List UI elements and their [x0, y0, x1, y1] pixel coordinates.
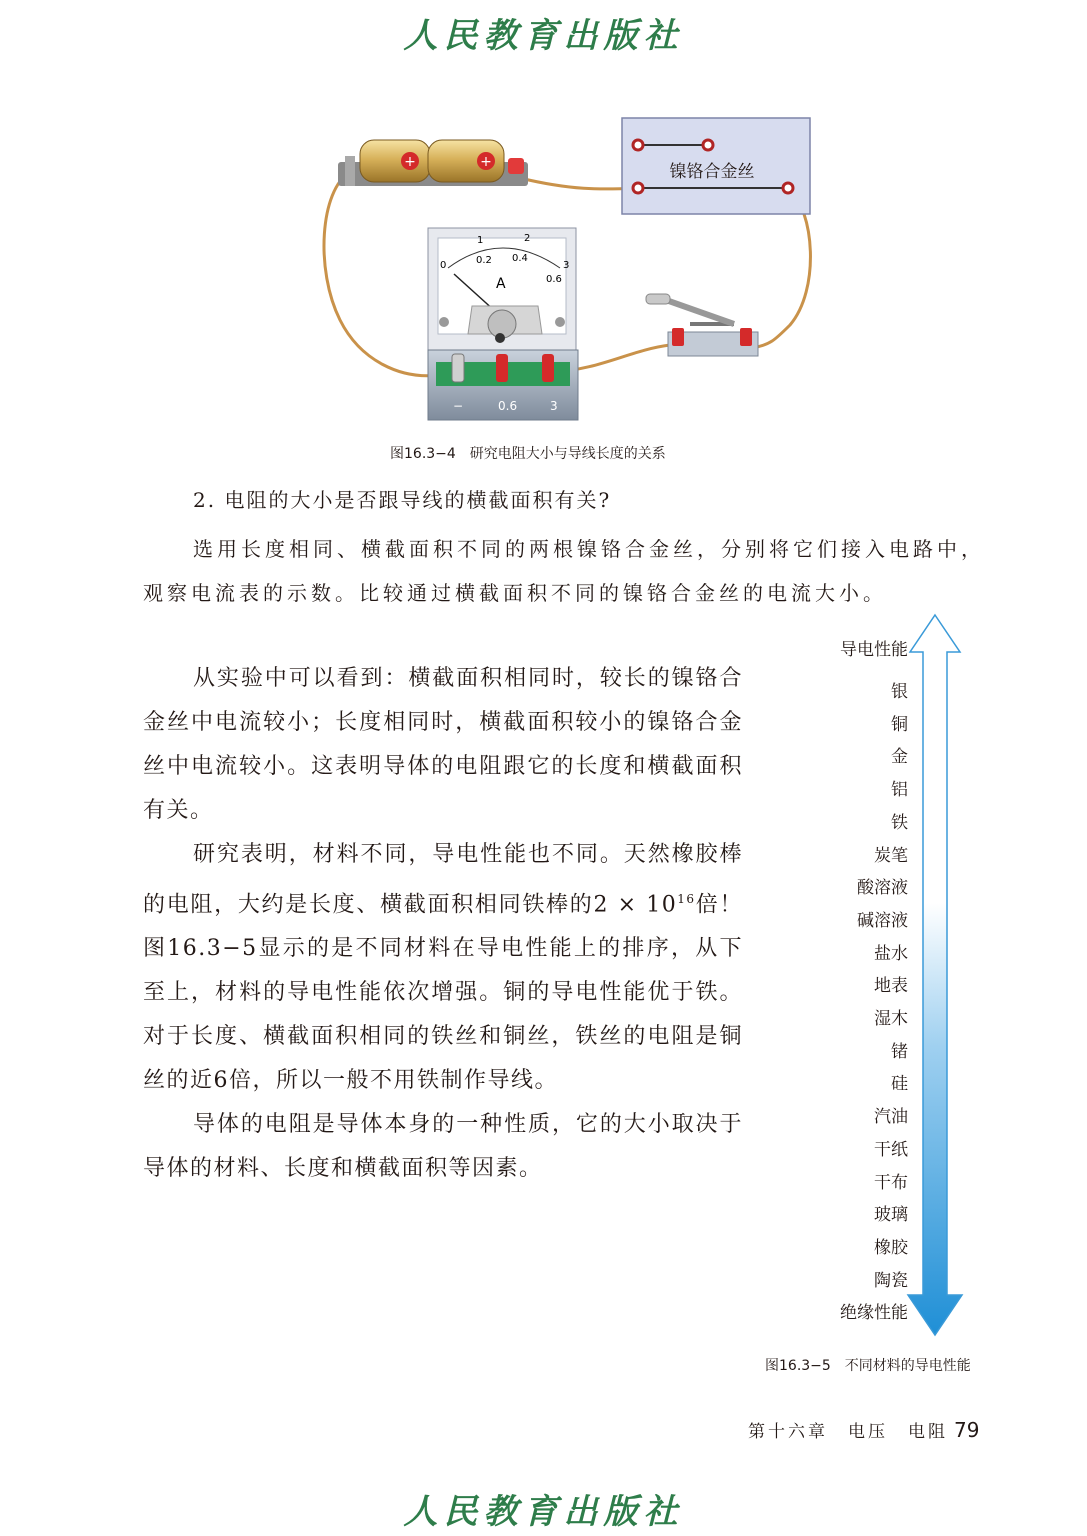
material-item: 银 — [891, 682, 908, 702]
circuit-diagram — [320, 110, 820, 430]
terminal-neg: − — [453, 399, 464, 413]
page-footer — [748, 1417, 979, 1442]
scale-3: 3 — [563, 260, 570, 271]
scale-0: 0 — [440, 260, 447, 271]
figure-16-3-5-caption: 图16.3−5 不同材料的导电性能 — [765, 1358, 971, 1374]
material-item: 酸溶液 — [857, 878, 908, 899]
publisher-watermark-bottom: 人民教育出版社 — [403, 1492, 684, 1532]
material-item: 硅 — [891, 1074, 908, 1095]
material-item: 铜 — [891, 714, 908, 735]
section-heading: 2. 电阻的大小是否跟导线的横截面积有关? — [193, 488, 612, 512]
material-item: 盐水 — [874, 943, 908, 964]
wire-box-label: 镍铬合金丝 — [669, 162, 755, 182]
material-item: 干布 — [874, 1172, 908, 1193]
conductor-label: 导电性能 — [840, 640, 908, 660]
scale-02: 0.2 — [476, 255, 492, 266]
material-item: 碱溶液 — [857, 910, 908, 931]
insulator-label: 绝缘性能 — [840, 1303, 908, 1323]
material-item: 湿木 — [874, 1009, 908, 1029]
terminal-3: 3 — [550, 399, 558, 413]
material-item: 橡胶 — [874, 1237, 908, 1258]
material-item: 金 — [891, 747, 908, 768]
scale-1: 1 — [477, 235, 484, 246]
page-number: 79 — [954, 1418, 980, 1442]
paragraph-2 — [143, 833, 743, 1103]
scale-06: 0.6 — [546, 274, 562, 285]
material-item: 陶瓷 — [874, 1270, 908, 1291]
intro-paragraph: 选用长度相同、横截面积不同的两根镍铬合金丝，分别将它们接入电路中，观察电流表的示数。比较通过横截面积不同的镍铬合金丝的电流大小。 — [143, 537, 985, 605]
material-item: 炭笔 — [874, 845, 908, 866]
exponent: 16 — [677, 892, 696, 906]
svg-text:+: + — [480, 154, 492, 170]
chapter-title: 第十六章 电压 电阻 — [748, 1422, 948, 1442]
material-item: 铝 — [891, 780, 908, 801]
material-item: 地表 — [874, 976, 908, 997]
terminal-06: 0.6 — [498, 399, 518, 413]
material-item: 汽油 — [874, 1107, 908, 1128]
figure-16-3-4-caption: 图16.3−4 研究电阻大小与导线长度的关系 — [390, 446, 666, 462]
body-text — [143, 657, 743, 1191]
scale-2: 2 — [524, 233, 531, 244]
material-item: 玻璃 — [874, 1205, 908, 1226]
paragraph-3: 导体的电阻是导体本身的一种性质，它的大小取决于导体的材料、长度和横截面积等因素。 — [143, 1112, 743, 1182]
paragraph-1: 从实验中可以看到：横截面积相同时，较长的镍铬合金丝中电流较小；长度相同时，横截面积较小的镍铬合金丝中电流较小。这表明导体的电阻跟它的长度和横截面积有关。 — [143, 666, 743, 823]
paragraph-2-part-b: 倍！图16.3−5显示的是不同材料在导电性能上的排序，从下至上，材料的导电性能依次增强。铜的导电性能优于铁。对于长度、横截面积相同的铁丝和铜丝，铁丝的电阻是铜丝的近6倍，所以一般不用铁制作导线。 — [143, 892, 743, 1094]
material-item: 干纸 — [874, 1139, 908, 1160]
material-item: 锗 — [891, 1041, 908, 1062]
svg-text:+: + — [404, 154, 416, 170]
publisher-watermark-top: 人民教育出版社 — [403, 16, 684, 56]
scale-04: 0.4 — [512, 253, 528, 264]
material-item: 铁 — [891, 812, 908, 833]
paragraph-2-part-a: 研究表明，材料不同，导电性能也不同。天然橡胶棒的电阻，大约是长度、横截面积相同铁棒的2 × 10 — [143, 842, 743, 918]
ammeter-unit: A — [496, 276, 506, 292]
